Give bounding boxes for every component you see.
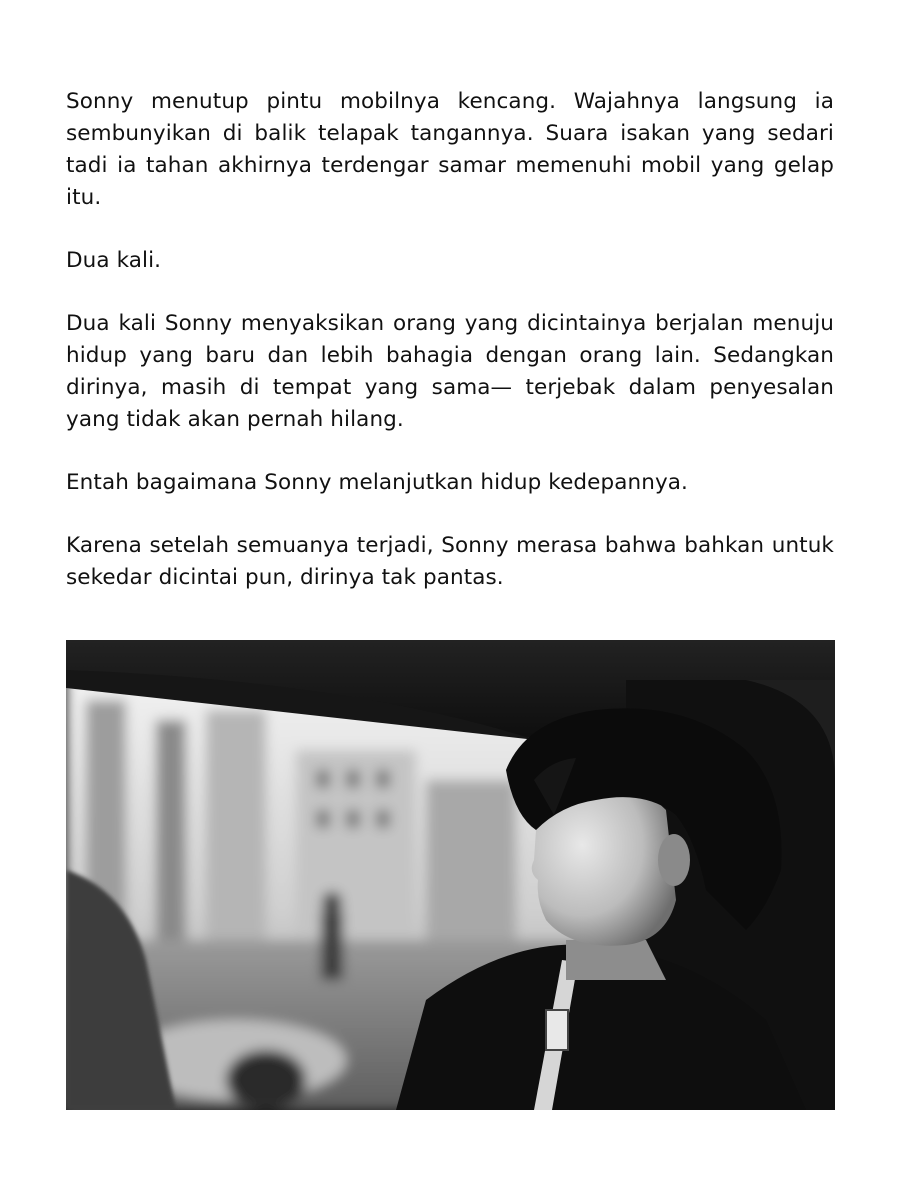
paragraph-3: Dua kali Sonny menyaksikan orang yang dicintainya berjalan menuju hidup yang baru dan lebih bahagia dengan orang lain. Sedangkan dirinya, masih di tempat yang sama— terjebak dalam penyesalan yang tidak akan pernah hilang. xyxy=(66,311,834,432)
story-text xyxy=(66,86,834,594)
paragraph-5: Karena setelah semuanya terjadi, Sonny merasa bahwa bahkan untuk sekedar dicintai pun, dirinya tak pantas. xyxy=(66,533,834,590)
paragraph-1: Sonny menutup pintu mobilnya kencang. Wajahnya langsung ia sembunyikan di balik telapak tangannya. Suara isakan yang sedari tadi ia tahan akhirnya terdengar samar memenuhi mobil yang gelap itu. xyxy=(66,89,834,210)
paragraph-2: Dua kali. xyxy=(66,248,162,273)
car-window-photo xyxy=(66,640,835,1110)
paragraph-4: Entah bagaimana Sonny melanjutkan hidup kedepannya. xyxy=(66,470,688,495)
photo-illustration xyxy=(66,640,835,1110)
